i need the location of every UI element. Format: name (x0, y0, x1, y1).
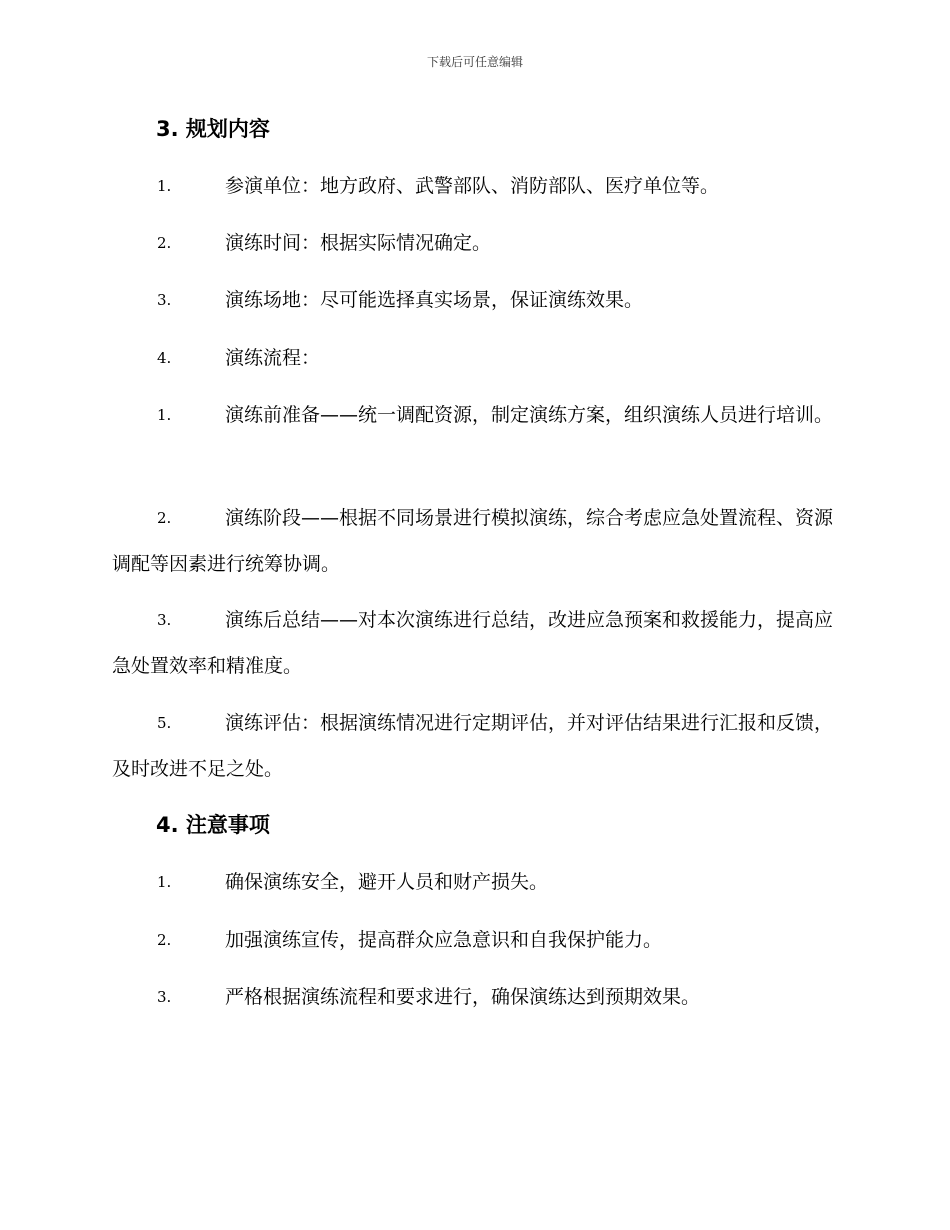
list-item-text: 加强演练宣传，提高群众应急意识和自我保护能力。 (225, 929, 663, 951)
list-item-number: 2. (157, 931, 172, 949)
list-item (112, 700, 834, 792)
list-item-text: 演练流程： (225, 347, 321, 369)
list-item-text: 演练场地：尽可能选择真实场景，保证演练效果。 (225, 289, 644, 311)
list-item-number: 2. (157, 509, 172, 527)
list-item-text: 演练评估：根据演练情况进行定期评估，并对评估结果进行汇报和反馈，及时改进不足之处。 (112, 712, 834, 780)
list-item-number: 4. (157, 349, 172, 367)
page-header-note: 下载后可任意编辑 (426, 55, 523, 69)
list-item (112, 597, 834, 689)
list-item-text: 严格根据演练流程和要求进行，确保演练达到预期效果。 (225, 986, 701, 1008)
list-item-number: 1. (157, 873, 172, 891)
list-item (112, 859, 834, 905)
list-item (112, 495, 834, 587)
list-item (112, 974, 834, 1020)
list-item-number: 1. (157, 406, 172, 424)
list-item-number: 2. (157, 234, 172, 252)
list-item-number: 1. (157, 177, 172, 195)
list-item-number: 3. (157, 988, 172, 1006)
list-item-text: 演练前准备——统一调配资源，制定演练方案，组织演练人员进行培训。 (225, 404, 834, 426)
list-item-number: 3. (157, 611, 172, 629)
list-item-text: 参演单位：地方政府、武警部队、消防部队、医疗单位等。 (225, 175, 720, 197)
list-item-text: 演练时间：根据实际情况确定。 (225, 232, 492, 254)
list-item (112, 277, 834, 323)
list-item (112, 220, 834, 266)
list-item (112, 392, 834, 438)
list-item (112, 163, 834, 209)
list-item-text: 演练阶段——根据不同场景进行模拟演练，综合考虑应急处置流程、资源调配等因素进行统筹协调。 (112, 507, 834, 575)
list-item-text: 确保演练安全，避开人员和财产损失。 (225, 871, 549, 893)
section-title-notes: 4. 注意事项 (156, 813, 270, 837)
section-title-planning: 3. 规划内容 (156, 117, 270, 141)
list-item-number: 5. (157, 714, 172, 732)
list-item (112, 335, 834, 381)
list-item (112, 917, 834, 963)
list-item-number: 3. (157, 291, 172, 309)
list-item-text: 演练后总结——对本次演练进行总结，改进应急预案和救援能力，提高应急处置效率和精准度。 (112, 609, 834, 677)
